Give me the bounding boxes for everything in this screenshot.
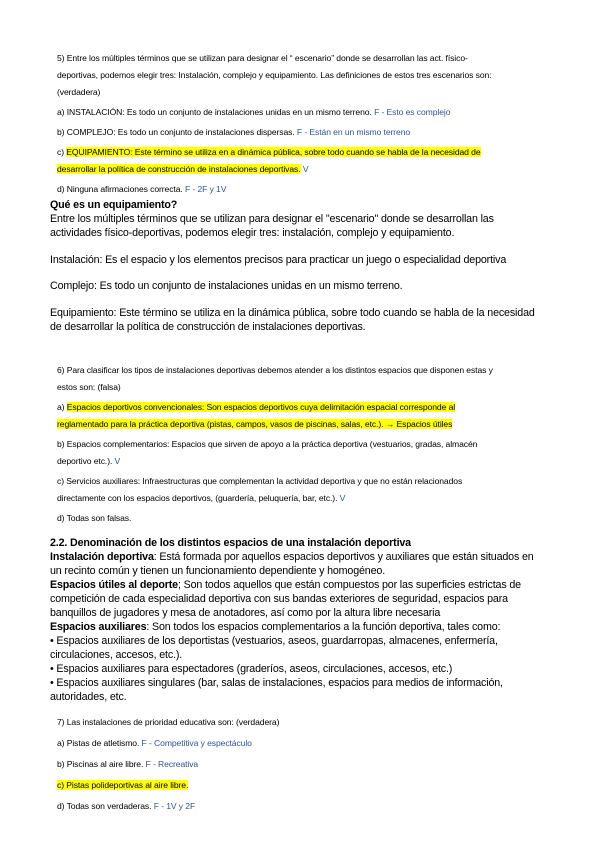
equipamiento-section bbox=[50, 198, 550, 334]
equipamiento-definition: Equipamiento: Este término se utiliza en la dinámica pública, sobre todo cuando se habla de la necesidad de desarrollar la política de construcción de instalaciones deportivas. bbox=[50, 306, 535, 333]
q7-option-a-note: F - Competitiva y espectáculo bbox=[141, 738, 252, 748]
q6-option-c-note: V bbox=[339, 493, 346, 503]
bullet-espectadores: • Espacios auxiliares para espectadores (graderíos, aseos, circulaciones, accesos, etc.) bbox=[50, 663, 453, 675]
q5-option-a: a) INSTALACIÓN: Es todo un conjunto de instalaciones unidas en un mismo terreno. F - Esto es complejo bbox=[57, 107, 451, 117]
q7-option-b: b) Piscinas al aire libre. F - Recreativa bbox=[57, 759, 199, 769]
q6-option-a-highlight: Espacios deportivos convencionales: Son espacios deportivos cuya delimitación espacial corresponde al bbox=[66, 402, 456, 412]
bullet-singulares: • Espacios auxiliares singulares (bar, salas de instalaciones, espacios para medios de información, autoridades, etc. bbox=[50, 677, 503, 703]
q5-option-c: c) EQUIPAMIENTO: Este término se utiliza en a dinámica pública, sobre todo cuando se habla de la necesidad de desarrollar la política de construcción de instalaciones deportivas. V bbox=[57, 147, 481, 174]
question-7 bbox=[57, 714, 547, 815]
instalacion-definition: Instalación: Es el espacio y los elementos precisos para practicar un juego o especialidad deportiva bbox=[50, 253, 507, 266]
question-5 bbox=[57, 50, 547, 198]
q7-stem: 7) Las instalaciones de prioridad educativa son: (verdadera) bbox=[57, 717, 280, 727]
equipamiento-heading: Qué es un equipamiento? bbox=[50, 199, 178, 211]
q7-option-d: d) Todas son verdaderas. F - 1V y 2F bbox=[57, 801, 196, 811]
q7-option-c-highlight: c) Pistas polideportivas al aire libre. bbox=[57, 780, 189, 790]
instalacion-deportiva-paragraph: Instalación deportiva: Está formada por aquellos espacios deportivos y auxiliares que están situados en un recinto común y tienen un funcionamiento dependiente y homogéneo. bbox=[50, 551, 534, 577]
q6-option-b: b) Espacios complementarios: Espacios que sirven de apoyo a la práctica deportiva (vestuarios, gradas, almacén deportivo etc.). V bbox=[57, 439, 478, 466]
q5-option-a-note: F - Esto es complejo bbox=[374, 107, 451, 117]
q7-option-d-note: F - 1V y 2F bbox=[153, 801, 196, 811]
question-6 bbox=[57, 362, 547, 527]
q5-option-b-note: F - Están en un mismo terreno bbox=[296, 127, 411, 137]
q5-option-c-note: V bbox=[302, 164, 309, 174]
espacios-utiles-paragraph: Espacios útiles al deporte; Son todos aquellos que están compuestos por las superficies estrictas de competición de cada especialidad deportiva con sus bandas exteriores de seguridad, espacios para banquillos de jugadores y mesa de anotadores, así como por la altura libre necesaria bbox=[50, 579, 521, 619]
q6-option-d: d) Todas son falsas. bbox=[57, 513, 132, 523]
q7-option-a: a) Pistas de atletismo. F - Competitiva y espectáculo bbox=[57, 738, 252, 748]
bullet-deportistas: • Espacios auxiliares de los deportistas (vestuarios, aseos, guardarropas, almacenes, enfermería, circulaciones, accesos, etc.). bbox=[50, 635, 498, 661]
q6-option-b-note: V bbox=[114, 456, 121, 466]
espacios-auxiliares-paragraph: Espacios auxiliares: Son todos los espacios complementarios a la función deportiva, tales como: bbox=[50, 621, 501, 633]
complejo-definition: Complejo: Es todo un conjunto de instalaciones unidas en un mismo terreno. bbox=[50, 280, 403, 292]
q5-stem: 5) Entre los múltiples términos que se utilizan para designar el “ escenario” donde se desarrollan las act. físico- deportivas, podemos elegir tres: Instalación, complejo y equipamiento. Las definiciones de estos tres escenarios son: (verdadera) bbox=[57, 53, 492, 97]
section-2-2 bbox=[50, 536, 550, 704]
q7-option-b-note: F - Recreativa bbox=[145, 759, 199, 769]
section-2-2-heading: 2.2. Denominación de los distintos espacios de una instalación deportiva bbox=[50, 537, 411, 549]
equipamiento-intro: Entre los múltiples términos que se utilizan para designar el "escenario" donde se desarrollan las actividades físico-deportivas, podemos elegir tres: instalación, complejo y equipamiento. bbox=[50, 213, 494, 239]
q7-option-c bbox=[57, 777, 547, 794]
q6-option-a: a) Espacios deportivos convencionales: Son espacios deportivos cuya delimitación espacial corresponde al reglamentado para la práctica deportiva (pistas, campos, vasos de piscinas, salas, etc.). → Espacios útiles bbox=[57, 402, 456, 429]
q5-option-c-highlight: EQUIPAMIENTO: Este término se utiliza en a dinámica pública, sobre todo cuando se habla de la necesidad de bbox=[66, 147, 481, 157]
q5-option-b: b) COMPLEJO: Es todo un conjunto de instalaciones dispersas. F - Están en un mismo terreno bbox=[57, 127, 411, 137]
q5-option-d-note: F - 2F y 1V bbox=[184, 184, 227, 194]
q5-option-d: d) Ninguna afirmaciones correcta. F - 2F y 1V bbox=[57, 184, 227, 194]
q6-option-c: c) Servicios auxiliares: Infraestructuras que complementan la actividad deportiva y que no están relacionados directamente con los espacios deportivos, (guardería, peluquería, bar, etc.). V bbox=[57, 476, 463, 503]
q6-stem: 6) Para clasificar los tipos de instalaciones deportivas debemos atender a los distintos espacios que disponen estas y estos son: (falsa) bbox=[57, 365, 493, 392]
